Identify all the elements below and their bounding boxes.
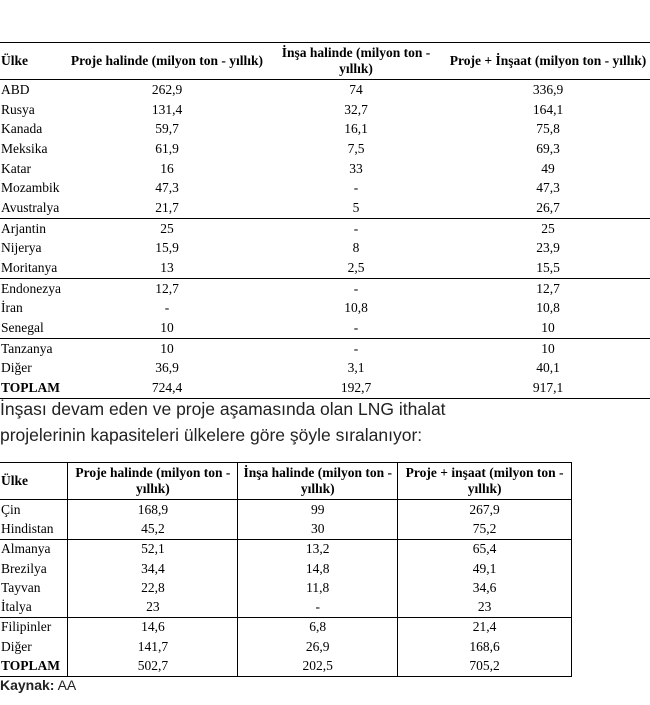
total-value-cell: 10,8	[536, 300, 560, 316]
table-row	[0, 218, 650, 238]
construction-value-cell: 3,1	[347, 360, 365, 376]
country-cell: İran	[1, 300, 23, 316]
project-value-cell: 13	[160, 260, 174, 276]
project-value-cell: 22,8	[68, 578, 238, 597]
construction-value-cell: 74	[349, 81, 363, 97]
table-row	[0, 139, 650, 159]
construction-value-cell: -	[238, 597, 398, 617]
project-value-cell: 131,4	[151, 101, 183, 117]
total-value-cell: 75,8	[536, 121, 560, 137]
total-value-cell: 65,4	[398, 539, 572, 559]
project-value-cell: 724,4	[68, 378, 266, 398]
table-header-row	[0, 43, 650, 80]
project-value-cell: 502,7	[68, 656, 238, 676]
table-row	[0, 239, 650, 259]
country-cell: Mozambik	[1, 180, 60, 196]
table-row	[0, 539, 572, 559]
project-value-cell: 168,9	[68, 500, 238, 520]
table-row	[0, 500, 572, 520]
project-value-cell: 16	[160, 160, 174, 176]
country-cell: TOPLAM	[0, 656, 68, 676]
table-row	[0, 519, 572, 539]
total-value-cell: 12,7	[446, 278, 650, 298]
total-value-cell: 168,6	[398, 637, 572, 656]
total-value-cell: 21,4	[398, 617, 572, 637]
import-capacity-table	[0, 462, 572, 677]
project-value-cell: 61,9	[155, 140, 179, 156]
construction-value-cell: 16,1	[344, 121, 368, 137]
table-row	[0, 278, 650, 298]
table-row	[0, 559, 572, 578]
construction-value-cell: -	[353, 180, 359, 196]
column-header-country: Ülke	[0, 43, 68, 80]
table-row	[0, 159, 650, 179]
source-label: Kaynak:	[0, 677, 55, 693]
construction-value-cell: 26,9	[238, 637, 398, 656]
country-cell: Nijerya	[1, 240, 42, 256]
total-value-cell: 10	[446, 338, 650, 358]
construction-value-cell: 30	[238, 519, 398, 539]
column-header-country: Ülke	[0, 463, 68, 500]
total-value-cell: 75,2	[398, 519, 572, 539]
total-value-cell: 10	[541, 320, 555, 336]
total-value-cell: 25	[446, 218, 650, 238]
heading-line-1: İnşası devam eden ve proje aşamasında olan LNG ithalat	[0, 399, 446, 419]
column-header-construction: İnşa halinde (milyon ton - yıllık)	[266, 43, 446, 80]
table-row	[0, 100, 650, 120]
table-row	[0, 637, 572, 656]
total-value-cell: 164,1	[532, 101, 564, 117]
country-cell: Brezilya	[0, 559, 68, 578]
project-value-cell: 141,7	[68, 637, 238, 656]
project-value-cell: 10	[68, 338, 266, 358]
total-value-cell: 47,3	[536, 180, 560, 196]
total-value-cell: 23	[398, 597, 572, 617]
country-cell: Senegal	[1, 320, 44, 336]
construction-value-cell: 192,7	[266, 378, 446, 398]
country-cell: Diğer	[0, 637, 68, 656]
total-value-cell: 267,9	[398, 500, 572, 520]
table-row	[0, 318, 650, 338]
table-row	[0, 578, 572, 597]
country-cell: ABD	[1, 81, 30, 97]
country-cell: Almanya	[0, 539, 68, 559]
construction-value-cell: 10,8	[344, 300, 368, 316]
country-cell: Diğer	[1, 360, 32, 376]
construction-value-cell: 7,5	[347, 140, 365, 156]
total-value-cell: 34,6	[398, 578, 572, 597]
country-cell: Arjantin	[0, 218, 68, 238]
country-cell: Katar	[1, 160, 31, 176]
project-value-cell: 34,4	[68, 559, 238, 578]
country-cell: Rusya	[1, 101, 35, 117]
total-value-cell: 23,9	[536, 240, 560, 256]
table-row	[0, 178, 650, 198]
construction-value-cell: -	[266, 278, 446, 298]
construction-value-cell: 202,5	[238, 656, 398, 676]
construction-value-cell: 8	[352, 240, 360, 256]
country-cell: Kanada	[1, 121, 43, 137]
project-value-cell: 10	[160, 320, 174, 336]
table-row	[0, 299, 650, 319]
source-value: AA	[57, 677, 77, 693]
table-row	[0, 338, 650, 358]
country-cell: TOPLAM	[0, 378, 68, 398]
construction-value-cell: 6,8	[238, 617, 398, 637]
column-header-project: Proje halinde (milyon ton - yıllık)	[68, 463, 238, 500]
project-value-cell: 36,9	[155, 360, 179, 376]
country-cell: Meksika	[1, 140, 48, 156]
total-value-cell: 49	[541, 160, 555, 176]
country-cell: Tanzanya	[0, 338, 68, 358]
table-total-row	[0, 656, 572, 676]
heading-line-2: projelerinin kapasiteleri ülkelere göre şöyle sıralanıyor:	[0, 425, 423, 445]
project-value-cell: 52,1	[68, 539, 238, 559]
country-cell: Filipinler	[0, 617, 68, 637]
project-value-cell: 25	[68, 218, 266, 238]
source-note	[0, 676, 76, 694]
construction-value-cell: 33	[349, 160, 363, 176]
construction-value-cell: 5	[352, 199, 360, 215]
column-header-construction: İnşa halinde (milyon ton - yıllık)	[238, 463, 398, 500]
country-cell: İtalya	[0, 597, 68, 617]
project-value-cell: 21,7	[155, 199, 179, 215]
table-row	[0, 198, 650, 218]
total-value-cell: 917,1	[446, 378, 650, 398]
project-value-cell: 262,9	[151, 81, 183, 97]
table-row	[0, 80, 650, 100]
table-row	[0, 597, 572, 617]
project-value-cell: 23	[68, 597, 238, 617]
country-cell: Tayvan	[0, 578, 68, 597]
project-value-cell: 59,7	[155, 121, 179, 137]
construction-value-cell: -	[353, 320, 359, 336]
table-row	[0, 359, 650, 379]
construction-value-cell: 32,7	[344, 101, 368, 117]
table-header-row	[0, 463, 572, 500]
construction-value-cell: 11,8	[238, 578, 398, 597]
construction-value-cell: -	[266, 338, 446, 358]
total-value-cell: 15,5	[536, 260, 560, 276]
project-value-cell: 47,3	[155, 180, 179, 196]
total-value-cell: 705,2	[398, 656, 572, 676]
column-header-total: Proje + İnşaat (milyon ton - yıllık)	[446, 43, 650, 80]
table-row	[0, 258, 650, 278]
export-capacity-table	[0, 42, 650, 399]
section-heading	[0, 396, 650, 448]
project-value-cell: 45,2	[68, 519, 238, 539]
country-cell: Moritanya	[1, 260, 58, 276]
construction-value-cell: 14,8	[238, 559, 398, 578]
column-header-total: Proje + inşaat (milyon ton - yıllık)	[398, 463, 572, 500]
construction-value-cell: -	[266, 218, 446, 238]
project-value-cell: -	[164, 300, 170, 316]
project-value-cell: 14,6	[68, 617, 238, 637]
table-row	[0, 617, 572, 637]
total-value-cell: 336,9	[532, 81, 564, 97]
total-value-cell: 69,3	[536, 140, 560, 156]
country-cell: Avustralya	[1, 199, 60, 215]
construction-value-cell: 99	[238, 500, 398, 520]
country-cell: Çin	[0, 500, 68, 520]
country-cell: Hindistan	[0, 519, 68, 539]
total-value-cell: 49,1	[398, 559, 572, 578]
table-row	[0, 119, 650, 139]
project-value-cell: 12,7	[68, 278, 266, 298]
country-cell: Endonezya	[0, 278, 68, 298]
total-value-cell: 40,1	[536, 360, 560, 376]
column-header-project: Proje halinde (milyon ton - yıllık)	[68, 43, 266, 80]
project-value-cell: 15,9	[155, 240, 179, 256]
total-value-cell: 26,7	[536, 199, 560, 215]
construction-value-cell: 2,5	[347, 260, 365, 276]
construction-value-cell: 13,2	[238, 539, 398, 559]
